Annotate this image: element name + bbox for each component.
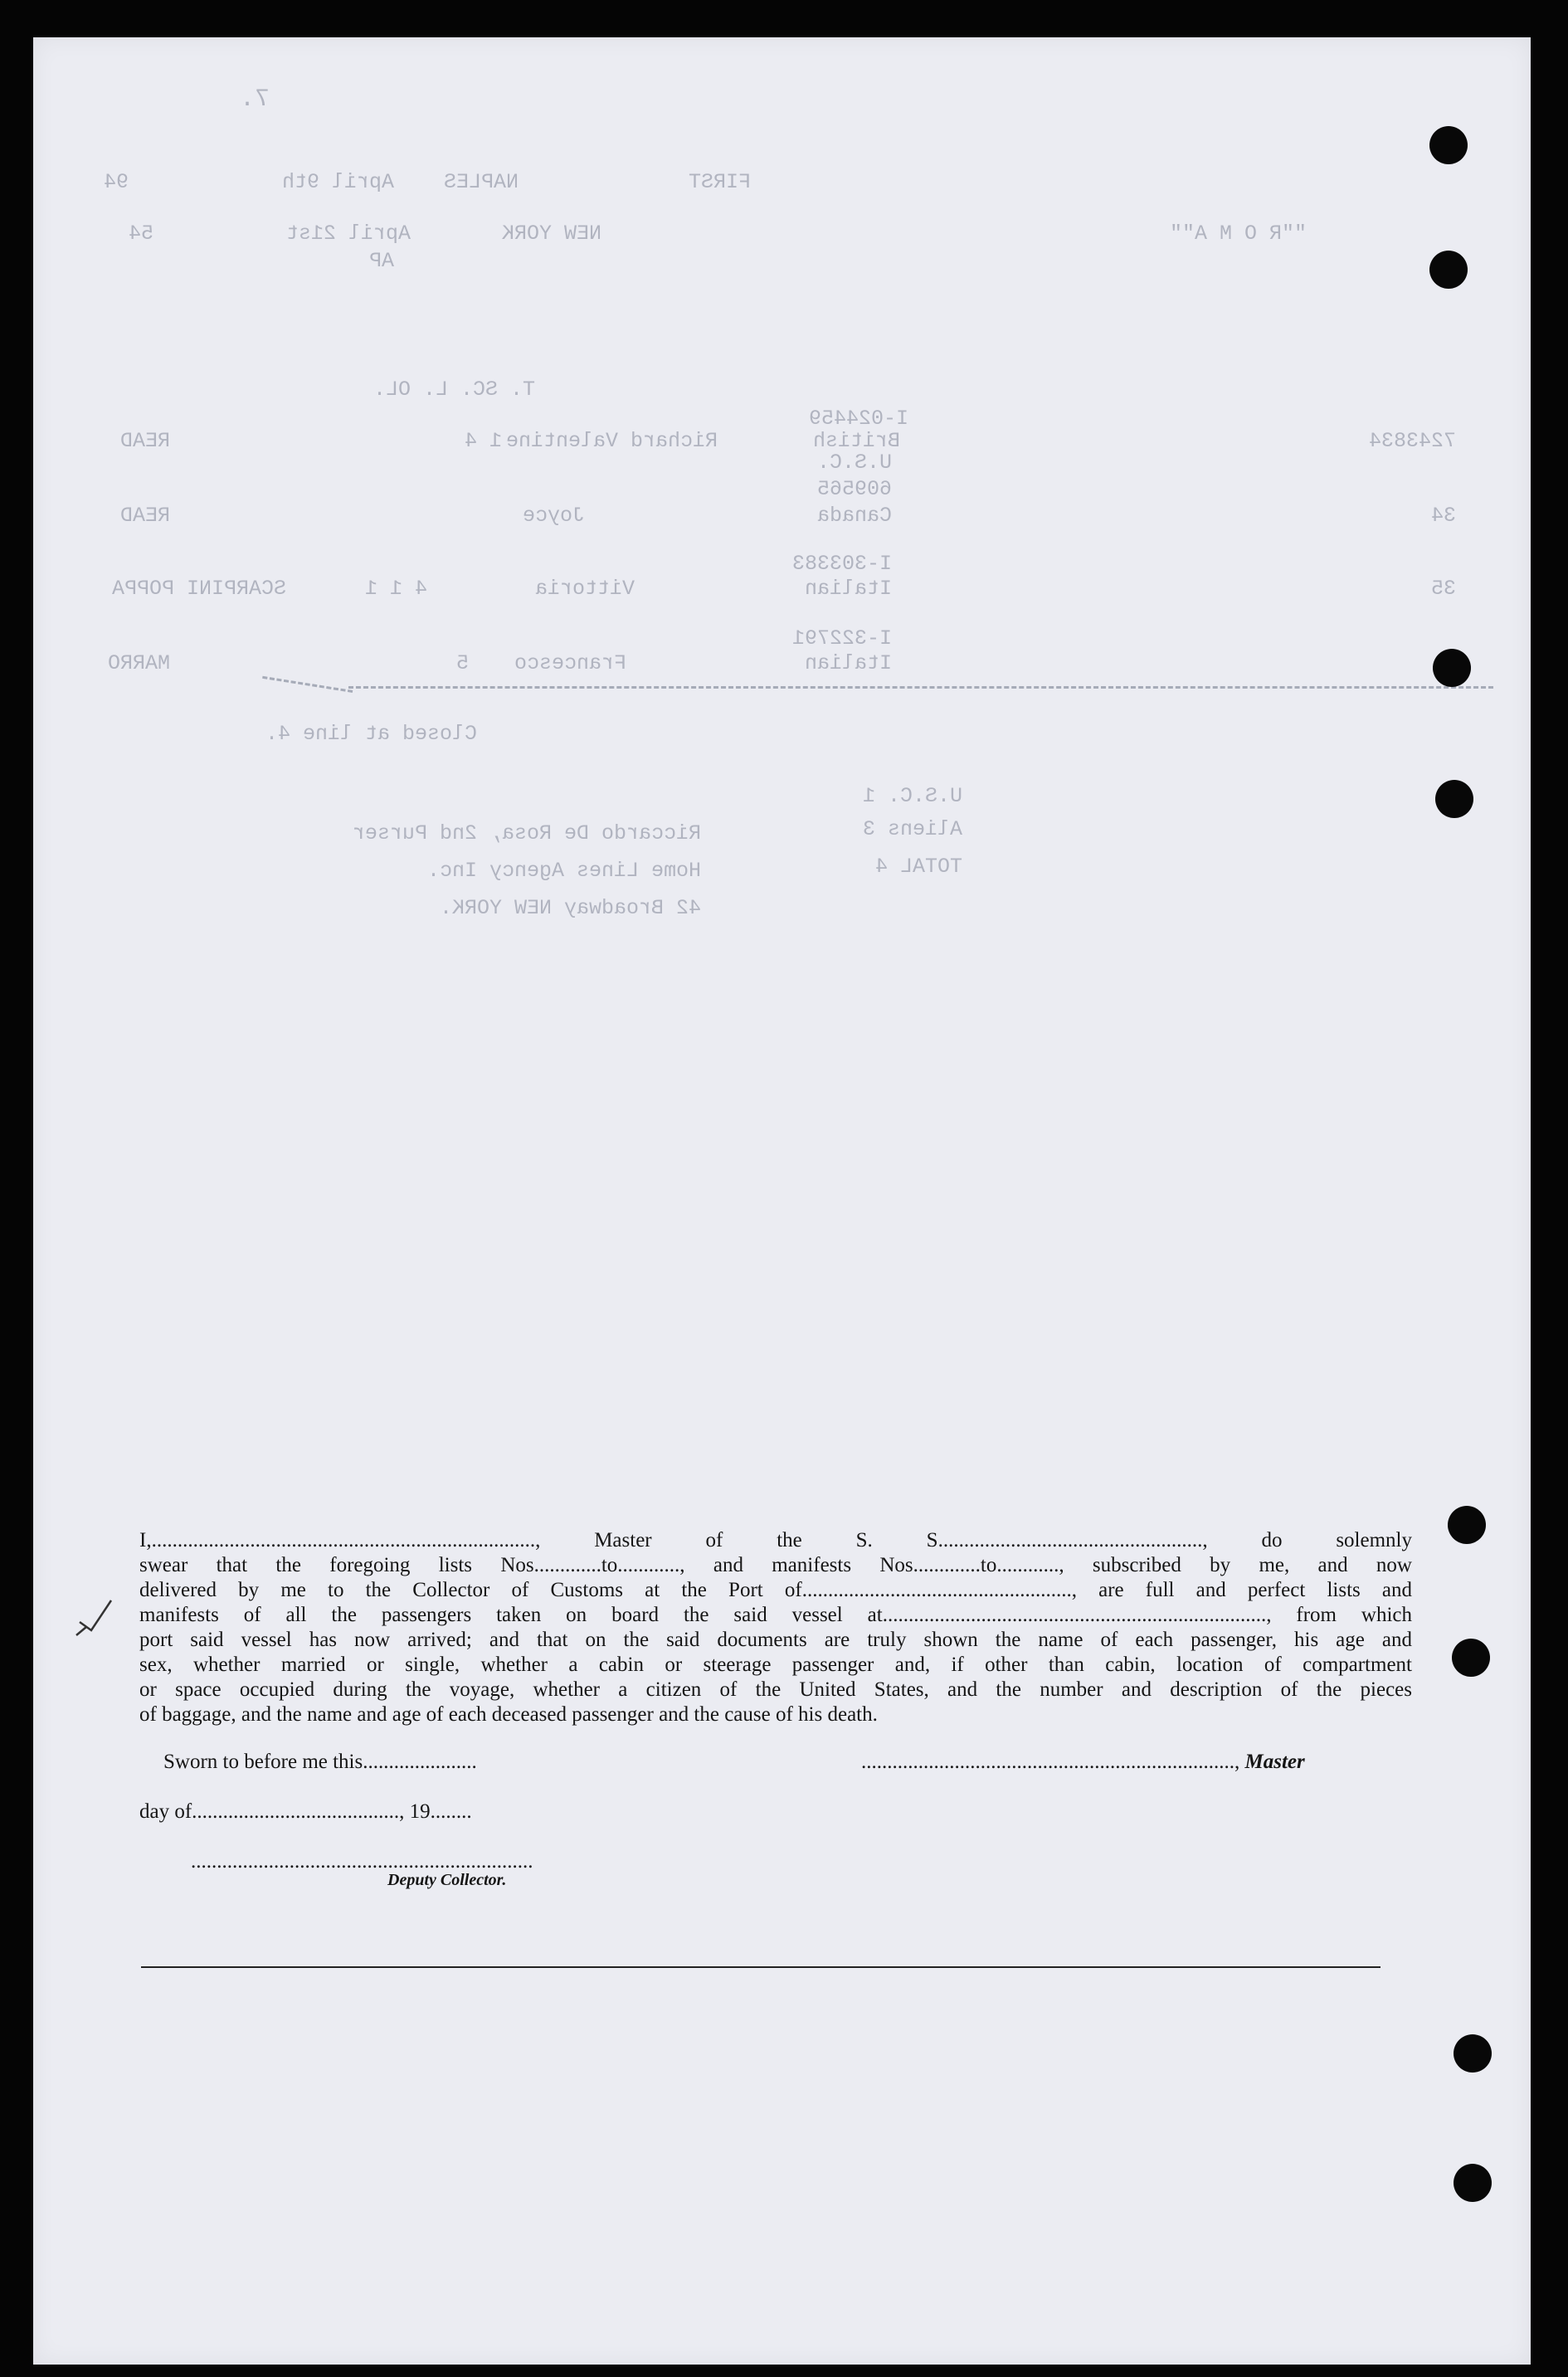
bleed-entry3-ages: 4 1 1	[364, 577, 427, 601]
pen-mark	[75, 1597, 124, 1639]
punch-hole	[1433, 649, 1471, 687]
bleed-entry3-doc: I-303383	[791, 552, 892, 576]
bleed-signature-1: Riccardo De Rosa, 2nd Purser	[352, 821, 701, 845]
bleed-signature-3: 42 Broadway NEW YORK.	[439, 896, 701, 920]
oath-line-6: sex, whether married or single, whether a cabin or steerage passenger and, if other than cabin, location of compartment	[139, 1654, 1412, 1676]
bleed-row1-num: 94	[103, 170, 129, 194]
bleed-entry4-ages: 5	[455, 651, 469, 675]
oath-line-1: I,.........................................................................., Master of the S. S..................................................., do solemnly	[139, 1529, 1412, 1551]
bleed-row2-port: NEW YORK	[501, 222, 601, 246]
bleed-row1-class: FIRST	[688, 170, 751, 194]
punch-hole	[1454, 2164, 1492, 2202]
bleed-total-total: TOTAL 4	[874, 855, 962, 879]
bleed-row1-date: April 9th	[281, 170, 394, 194]
master-label: Master	[1244, 1751, 1305, 1773]
bleed-total-aliens: Aliens 3	[862, 817, 962, 841]
bleed-row2-num: 54	[128, 222, 153, 246]
punch-hole	[1435, 780, 1473, 818]
oath-line-2: swear that the foregoing lists Nos.............to............, and manifests Nos.............to............, subscribed by me, and now	[139, 1554, 1412, 1576]
bottom-rule	[141, 1966, 1381, 1968]
bleed-entry2-ref: 34	[1430, 504, 1456, 528]
bleed-entry3-ref: 35	[1430, 577, 1456, 601]
sworn-label: Sworn to before me this......................	[163, 1751, 477, 1773]
bleed-entry4-doc: I-322791	[791, 626, 892, 650]
bleed-entry2-surname: READ	[119, 504, 170, 528]
bleed-signature-2: Home Lines Agency Inc.	[426, 859, 701, 883]
bleed-dash-line	[348, 686, 1493, 689]
bleed-entry1-doc: I-024459	[808, 407, 908, 431]
punch-hole	[1454, 2034, 1492, 2073]
bleed-row1-port: NAPLES	[443, 170, 519, 194]
oath-line-5: port said vessel has now arrived; and that on the said documents are truly shown the name of each passenger, his age and	[139, 1629, 1412, 1651]
punch-hole	[1429, 126, 1468, 164]
bleed-entry2-note: U.S.C.	[816, 451, 892, 475]
oath-line-4: manifests of all the passengers taken on board the said vessel at.........................................................................., from which	[139, 1604, 1412, 1626]
bleed-entry1-ref: 7243834	[1368, 429, 1456, 453]
punch-hole	[1429, 251, 1468, 289]
master-dots: ........................................................................,	[861, 1751, 1240, 1773]
bleed-entry4-nat: Italian	[804, 651, 892, 675]
oath-line-3: delivered by me to the Collector of Customs at the Port of...................................................., are full and perfect lists and	[139, 1579, 1412, 1601]
bleed-entry4-given: Francesco	[514, 651, 626, 675]
bleed-dash-slope	[262, 676, 353, 693]
bleed-entry3-given: Vittoria	[534, 577, 635, 601]
bleed-through-text	[33, 37, 1531, 991]
bleed-entry1-ages: 1 4	[464, 429, 502, 453]
collector-dots: ..................................................................	[191, 1850, 533, 1873]
bleed-row2-date: April 21st	[285, 222, 411, 246]
bleed-entry1-surname: READ	[119, 429, 170, 453]
bleed-closed-note: Closed at line 4.	[265, 722, 477, 746]
oath-line-8: of baggage, and the name and age of each deceased passenger and the cause of his death.	[139, 1703, 878, 1726]
bleed-entry3-surname: SCARPINI POPPA	[111, 577, 286, 601]
bleed-entry4-surname: MARRO	[107, 651, 170, 675]
bleed-header-codes: T. SC. L. OL.	[373, 377, 535, 402]
bleed-row2-sub: AP	[368, 249, 394, 273]
bleed-entry1-nat: British	[812, 429, 900, 453]
bleed-entry2-given: Joyce	[522, 504, 585, 528]
oath-paragraph	[139, 1528, 1412, 1727]
day-of-line: day of........................................, 19........	[139, 1800, 472, 1823]
master-signature-line	[861, 1751, 1305, 1774]
bleed-page-no: 7.	[239, 85, 270, 114]
bleed-row2-ship: ""R O M A""	[1169, 222, 1307, 246]
deputy-collector-label: Deputy Collector.	[387, 1871, 507, 1889]
punch-hole	[1452, 1639, 1490, 1677]
bleed-entry2-nat: Canada	[816, 504, 892, 528]
bleed-entry2-doc: 609565	[816, 477, 892, 501]
punch-hole	[1448, 1506, 1486, 1544]
manifest-page	[33, 37, 1531, 2365]
bleed-entry1-given: Richard Valentine	[505, 429, 718, 453]
oath-line-7: or space occupied during the voyage, whether a citizen of the United States, and the number and description of the pieces	[139, 1678, 1412, 1701]
bleed-total-usc: U.S.C. 1	[862, 784, 962, 808]
bleed-entry3-nat: Italian	[804, 577, 892, 601]
